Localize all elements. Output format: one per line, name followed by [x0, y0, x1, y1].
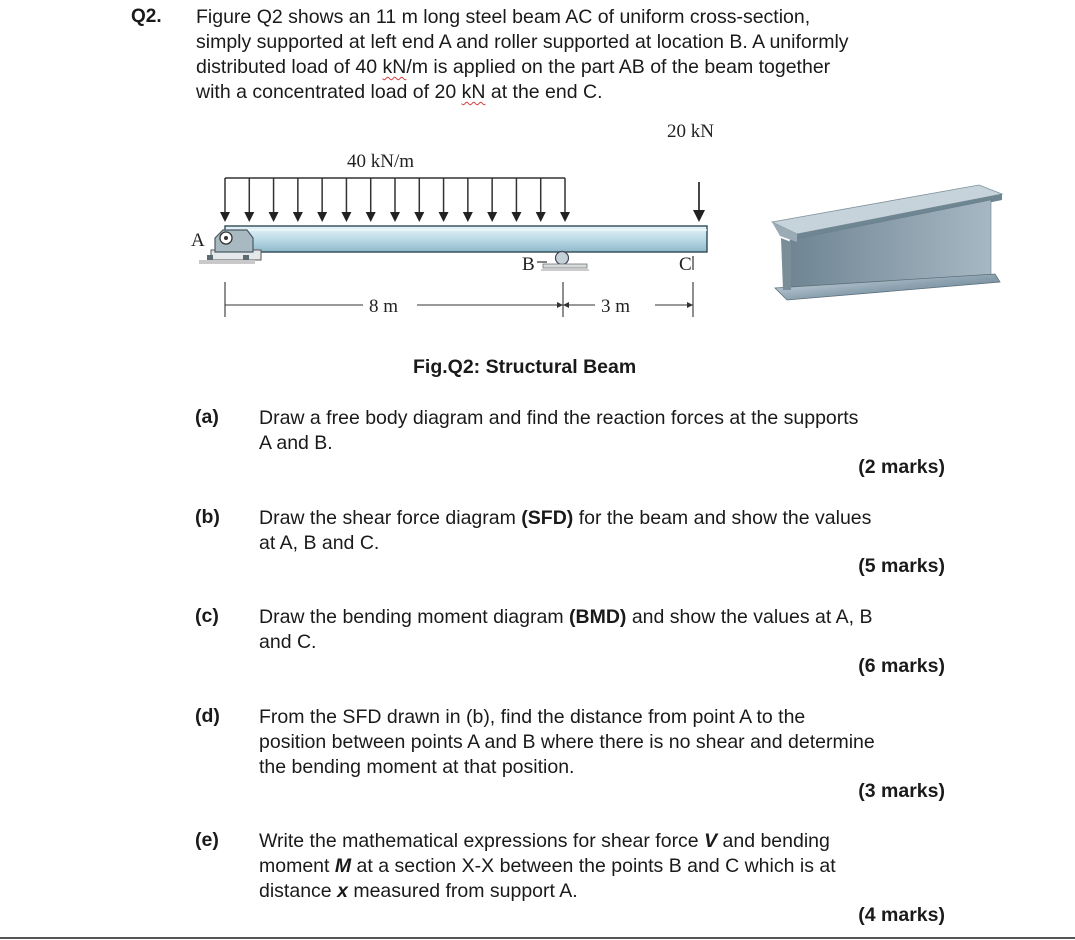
part-a-line-1: Draw a free body diagram and find the reaction forces at the supports	[259, 407, 859, 429]
part-b-line-1: Draw the shear force diagram (SFD) for the beam and show the values	[259, 507, 872, 529]
label-a: A	[191, 230, 205, 251]
part-c-marks: (6 marks)	[858, 655, 945, 677]
udl-arrow-head	[414, 212, 424, 222]
part-b-line-2: at A, B and C.	[259, 532, 380, 554]
spellcheck-kn-2: kN	[461, 81, 486, 103]
i-beam-illustration	[772, 185, 1002, 300]
part-c-text	[259, 605, 959, 655]
intro-line-3	[196, 55, 956, 80]
udl-arrow-head	[293, 212, 303, 222]
udl-arrow-head	[390, 212, 400, 222]
udl-arrow-head	[463, 212, 473, 222]
udl-arrow-head	[269, 212, 279, 222]
part-c-line-1: Draw the bending moment diagram (BMD) and show the values at A, B	[259, 606, 873, 628]
part-c-line-2: and C.	[259, 631, 317, 653]
udl-arrow-head	[511, 212, 521, 222]
point-load-label: 20 kN	[667, 121, 714, 142]
part-d-line-2: position between points A and B where there is no shear and determine	[259, 731, 875, 753]
udl-load	[220, 178, 570, 222]
question-number: Q2.	[131, 6, 162, 27]
intro-line-3a: distributed load of 40	[196, 56, 383, 78]
udl-arrow-head	[244, 212, 254, 222]
part-b-label: (b)	[195, 506, 220, 528]
udl-arrow-head	[317, 212, 327, 222]
intro-line-4	[196, 80, 956, 105]
roller-icon	[556, 252, 569, 265]
part-b-text	[259, 506, 959, 556]
udl-arrow-head	[487, 212, 497, 222]
part-e-text	[259, 829, 959, 904]
spellcheck-kn-1: kN	[382, 56, 407, 78]
intro-line-4a: with a concentrated load of 20	[196, 81, 462, 103]
part-e-label: (e)	[195, 829, 219, 851]
part-d-label: (d)	[195, 705, 220, 727]
udl-arrow-head	[560, 212, 570, 222]
intro-line-3c: /m is applied on the part AB of the beam together	[406, 56, 831, 78]
part-a-marks: (2 marks)	[858, 456, 945, 478]
figure-caption: Fig.Q2: Structural Beam	[413, 356, 637, 378]
udl-arrows	[220, 178, 570, 222]
udl-label: 40 kN/m	[347, 151, 415, 172]
part-d-marks: (3 marks)	[858, 780, 945, 802]
udl-arrow-head	[341, 212, 351, 222]
part-e-line-1: Write the mathematical expressions for shear force V and bending	[259, 830, 830, 852]
intro-line-2: simply supported at left end A and roller supported at location B. A uniformly	[196, 31, 849, 53]
label-b: B	[522, 254, 535, 275]
udl-arrow-head	[366, 212, 376, 222]
part-e-line-3: distance x measured from support A.	[259, 880, 578, 902]
part-e-line-2: moment M at a section X-X between the points B and C which is at	[259, 855, 836, 877]
udl-arrow-head	[439, 212, 449, 222]
part-d-line-1: From the SFD drawn in (b), find the distance from point A to the	[259, 706, 806, 728]
question-intro	[196, 5, 956, 105]
dimension-ab: 8 m	[369, 296, 399, 317]
part-a-line-2: A and B.	[259, 432, 333, 454]
part-a-label: (a)	[195, 406, 219, 428]
label-c: C	[679, 254, 692, 275]
bottom-rule	[0, 937, 1075, 939]
udl-arrow-head	[220, 212, 230, 222]
dimension-bc: 3 m	[601, 296, 631, 317]
point-load-arrow	[693, 182, 705, 222]
part-b-marks: (5 marks)	[858, 555, 945, 577]
intro-line-1: Figure Q2 shows an 11 m long steel beam AC of uniform cross-section,	[196, 6, 811, 28]
roller-support-b	[537, 252, 589, 271]
part-d-text	[259, 705, 959, 780]
intro-line-4c: at the end C.	[485, 81, 603, 103]
part-e-marks: (4 marks)	[858, 904, 945, 926]
beam-diagram	[185, 112, 1015, 332]
part-d-line-3: the bending moment at that position.	[259, 756, 575, 778]
part-c-label: (c)	[195, 605, 219, 627]
part-a-text	[259, 406, 959, 456]
udl-arrow-head	[536, 212, 546, 222]
